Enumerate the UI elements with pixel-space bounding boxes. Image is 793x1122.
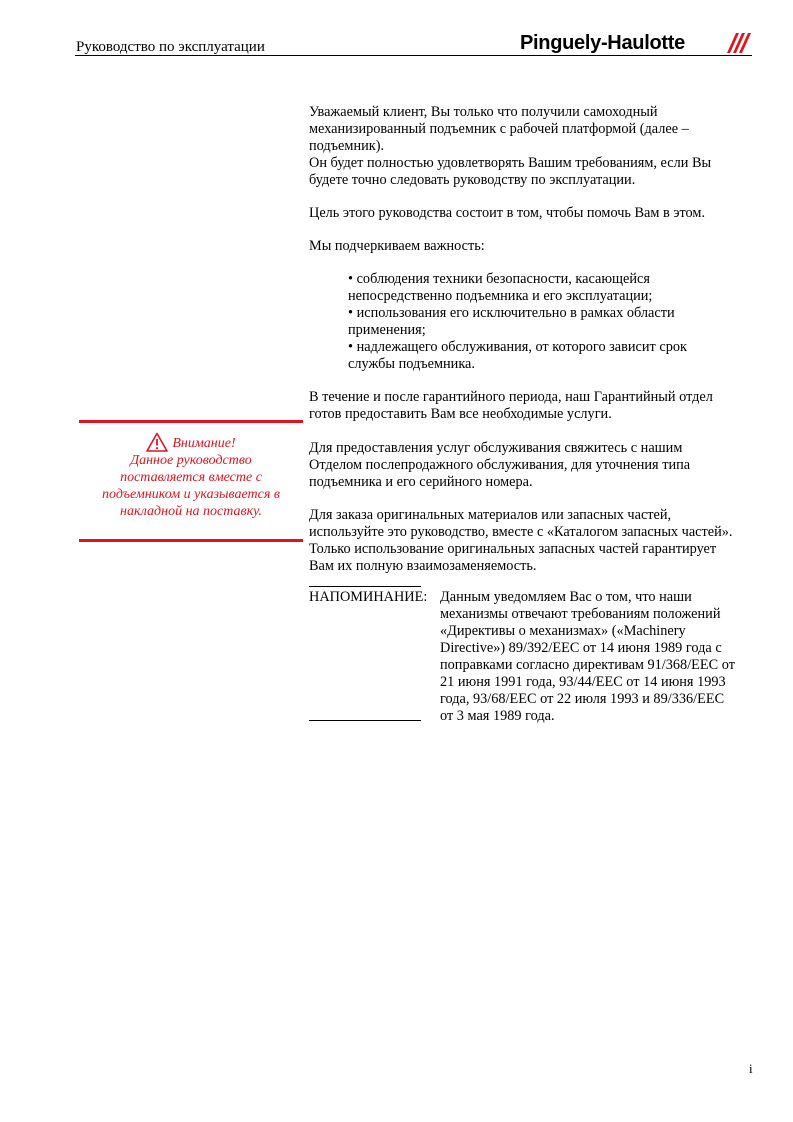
warning-triangle-icon	[146, 432, 168, 452]
intro-paragraph	[309, 104, 749, 189]
page-number: i	[749, 1061, 753, 1076]
warning-title: Внимание!	[172, 436, 236, 451]
service-line: Для предоставления услуг обслуживания свяжитесь с нашим	[309, 440, 683, 456]
warning-line: подъемником и указывается в	[102, 487, 280, 502]
intro-line: механизированный подъемник с рабочей платформой (далее –	[309, 121, 689, 137]
reminder-line: Данным уведомляем Вас о том, что наши	[440, 589, 692, 605]
intro-line: подъемник).	[309, 138, 385, 154]
warning-line: Данное руководство	[130, 453, 252, 468]
reminder-line: поправками согласно директивам 91/368/EEC от	[440, 657, 735, 673]
warning-rule-top	[79, 420, 303, 423]
reminder-rule-bottom	[309, 720, 421, 721]
reminder-line: Directive») 89/392/EEC от 14 июня 1989 года с	[440, 640, 722, 656]
intro-line: Уважаемый клиент, Вы только что получили самоходный	[309, 104, 658, 120]
reminder-line: от 3 мая 1989 года.	[440, 708, 555, 724]
parts-line: используйте это руководство, вместе с «Каталогом запасных частей».	[309, 524, 733, 540]
warning-line: накладной на поставку.	[120, 504, 262, 519]
bullet-list	[348, 271, 748, 373]
parts-line: Для заказа оригинальных материалов или запасных частей,	[309, 507, 672, 523]
bullet-item-line: • надлежащего обслуживания, от которого зависит срок	[348, 339, 687, 355]
emphasis-lead-text: Мы подчеркиваем важность:	[309, 238, 485, 254]
warranty-paragraph	[309, 389, 749, 423]
brand	[520, 30, 752, 56]
bullet-item-line: непосредственно подъемника и его эксплуатации;	[348, 288, 653, 304]
bullet-item-line: • использования его исключительно в рамках области	[348, 305, 675, 321]
parts-line: Только использование оригинальных запасных частей гарантирует	[309, 541, 717, 557]
warranty-line: В течение и после гарантийного периода, наш Гарантийный отдел	[309, 389, 713, 405]
header-title: Руководство по эксплуатации	[76, 39, 265, 55]
warning-note	[80, 432, 302, 520]
brand-name: Pinguely-Haulotte	[520, 32, 685, 54]
reminder-text	[440, 589, 750, 725]
reminder-line: 21 июня 1991 года, 93/44/EEC от 14 июня 1993	[440, 674, 726, 690]
service-line: Отделом послепродажного обслуживания, для уточнения типа	[309, 457, 691, 473]
intro-line: будете точно следовать руководству по эксплуатации.	[309, 172, 636, 188]
warning-rule-bottom	[79, 539, 303, 542]
parts-line: Вам их полную взаимозаменяемость.	[309, 558, 537, 574]
emphasis-lead	[309, 238, 749, 255]
warning-heading	[80, 432, 302, 452]
bullet-item-line: • соблюдения техники безопасности, касающейся	[348, 271, 650, 287]
parts-paragraph	[309, 507, 749, 575]
reminder-line: механизмы отвечают требованиям положений	[440, 606, 721, 622]
header-rule	[75, 55, 752, 56]
diagonal-stripes-logo-icon	[725, 33, 751, 53]
service-line: подъемника и его серийного номера.	[309, 474, 533, 490]
reminder-label: НАПОМИНАНИЕ:	[309, 589, 428, 605]
reminder-line: года, 93/68/EEC от 22 июля 1993 и 89/336/EEC	[440, 691, 725, 707]
reminder-rule-top	[309, 586, 421, 587]
warning-line: поставляется вместе с	[120, 470, 262, 485]
service-paragraph	[309, 440, 749, 491]
bullet-item-line: применения;	[348, 322, 426, 338]
bullet-item-line: службы подъемника.	[348, 356, 475, 372]
purpose-text: Цель этого руководства состоит в том, чтобы помочь Вам в этом.	[309, 205, 706, 221]
warranty-line: готов предоставить Вам все необходимые услуги.	[309, 406, 612, 422]
reminder-line: «Директивы о механизмах» («Machinery	[440, 623, 686, 639]
purpose-paragraph	[309, 205, 749, 222]
intro-line: Он будет полностью удовлетворять Вашим требованиям, если Вы	[309, 155, 712, 171]
